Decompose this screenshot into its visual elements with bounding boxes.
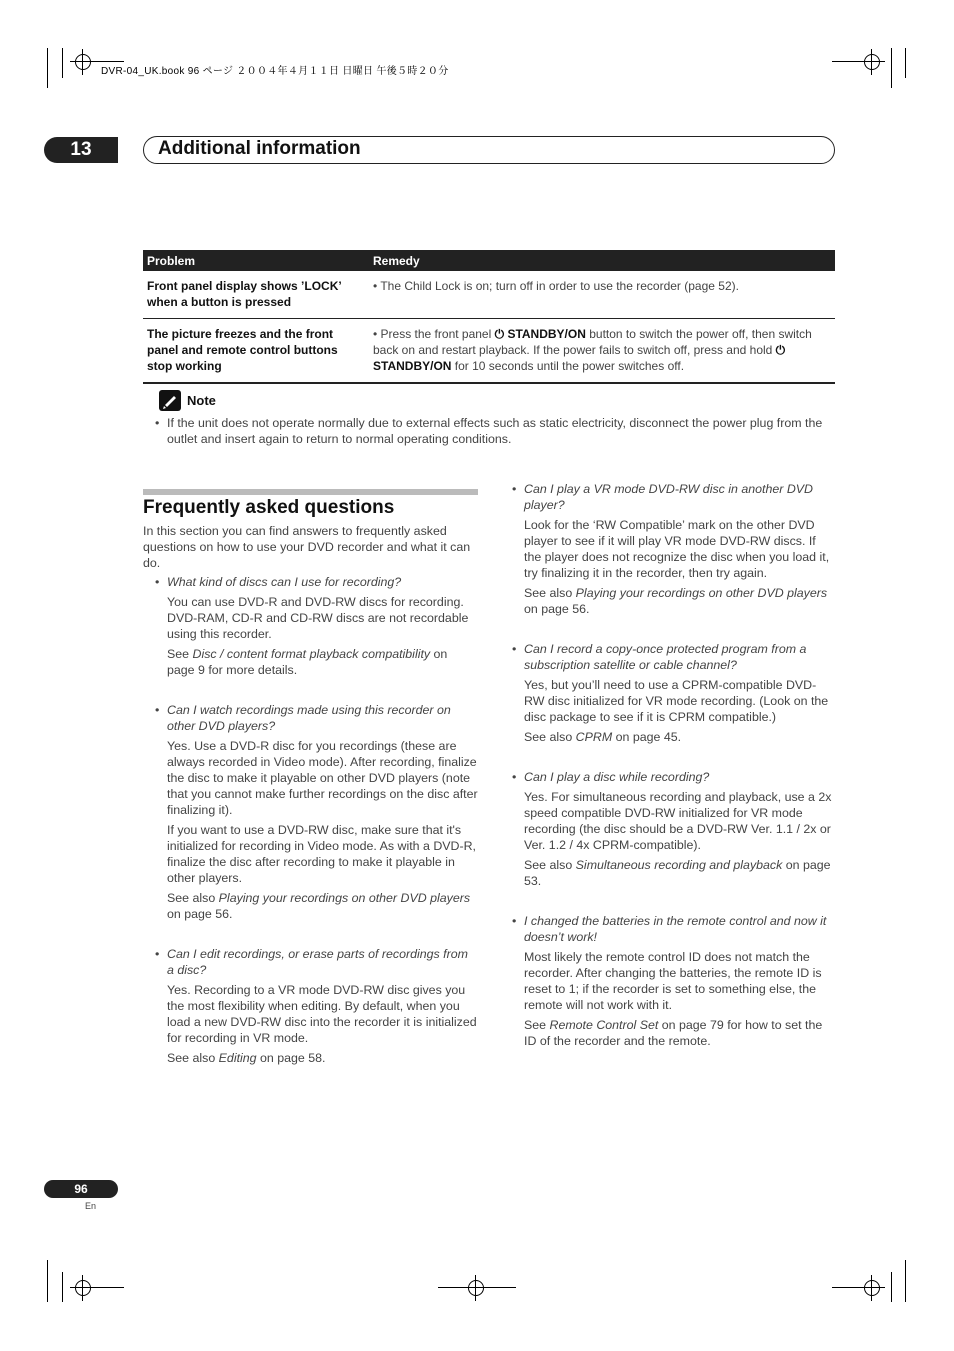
- faq-question: • Can I watch recordings made using this recorder on other DVD players?: [153, 702, 478, 734]
- power-icon: ⏻: [494, 327, 508, 341]
- see-text: on page 9 for more details.: [167, 647, 448, 677]
- see-text: See also: [524, 586, 576, 600]
- problem-cell: Front panel display shows ’LOCK’ when a button is pressed: [143, 271, 369, 319]
- faq-see-also: [153, 1050, 478, 1066]
- see-text: on page 53.: [524, 858, 831, 888]
- standby-key-label: STANDBY/ON: [373, 359, 452, 373]
- crop-mark: [905, 1260, 906, 1302]
- page-language: En: [85, 1201, 97, 1211]
- faq-answer: If you want to use a DVD-RW disc, make sure that it's initialized for recording in Video mode. As with a DVD-R, finalize the disc after recording to make it playable in other players.: [167, 823, 476, 885]
- note-label: Note: [187, 393, 216, 408]
- book-header: DVR-04_UK.book 96 ページ ２００４年４月１１日 日曜日 午後５時２０分: [101, 66, 449, 77]
- cross-reference: Editing: [218, 1051, 257, 1065]
- note-bullet: • If the unit does not operate normally due to external effects such as static electricity, disconnect the power plug from the outlet and insert again to return to normal operating conditions.: [153, 415, 833, 447]
- cross-reference: Playing your recordings on other DVD players: [575, 586, 828, 600]
- note-text: [153, 415, 833, 451]
- section-title: Frequently asked questions: [143, 497, 395, 518]
- remedy-text: • Press the front panel: [373, 327, 495, 341]
- section-intro: In this section you can find answers to frequently asked questions on how to use your DVD recorder and what it can do.: [143, 524, 471, 570]
- standby-key-label: STANDBY/ON: [507, 327, 586, 341]
- crop-mark: [47, 48, 48, 88]
- cross-reference: CPRM: [575, 730, 613, 744]
- faq-question: • Can I edit recordings, or erase parts of recordings from a disc?: [153, 946, 478, 978]
- chapter-number: 13: [44, 137, 118, 163]
- faq-question: • What kind of discs can I use for recording?: [153, 574, 478, 590]
- registration-mark-icon: [864, 1280, 880, 1296]
- registration-mark-icon: [468, 1280, 484, 1296]
- faq-question: • Can I play a disc while recording?: [510, 769, 835, 785]
- remedy-text: button to switch the power off, then switch back on and restart playback. If the power fails to switch off, press and hold: [373, 327, 812, 357]
- remedy-text: for 10 seconds until the power switches off.: [451, 359, 685, 373]
- see-text: on page 56.: [524, 602, 590, 616]
- faq-see-also: [510, 857, 835, 889]
- see-text: on page 58.: [256, 1051, 326, 1065]
- see-text: See also: [167, 1051, 219, 1065]
- crop-mark: [62, 48, 63, 78]
- chapter-title: Additional information: [158, 138, 361, 159]
- note-pencil-icon: [159, 390, 181, 411]
- table-row: [143, 271, 835, 319]
- faq-see-also: [510, 1017, 835, 1049]
- see-text: on page 45.: [612, 730, 682, 744]
- registration-mark-icon: [864, 54, 880, 70]
- section-rule: [143, 489, 478, 495]
- crop-mark: [891, 1272, 892, 1302]
- remedy-cell: [369, 319, 835, 384]
- see-text: See also: [524, 858, 576, 872]
- troubleshooting-table: [143, 250, 835, 384]
- faq-left-column: [153, 574, 478, 1070]
- crop-mark: [905, 48, 906, 78]
- column-header-remedy: Remedy: [369, 250, 835, 271]
- crop-mark: [832, 61, 860, 62]
- faq-see-also: [510, 729, 835, 745]
- crop-mark: [96, 1287, 124, 1288]
- table-row: [143, 319, 835, 384]
- cross-reference: Remote Control Set: [549, 1018, 659, 1032]
- faq-answer: Yes. Use a DVD-R disc for you recordings (these are always recorded in Video mode). After recording, finalize the disc to make it playable on other DVD players (note that you cannot make further recordings on the disc after finalizing it).: [167, 739, 478, 817]
- cross-reference: Simultaneous recording and playback: [575, 858, 783, 872]
- faq-right-column: [510, 481, 835, 1053]
- see-text: See also: [524, 730, 576, 744]
- faq-answer: Yes. Recording to a VR mode DVD-RW disc gives you the most flexibility when editing. By default, when you load a new DVD-RW disc into the recorder it is initialized for recording in VR mode.: [167, 983, 477, 1045]
- crop-mark: [891, 48, 892, 88]
- remedy-cell: • The Child Lock is on; turn off in order to use the recorder (page 52).: [369, 271, 835, 319]
- faq-question: • Can I record a copy-once protected program from a subscription satellite or cable channel?: [510, 641, 835, 673]
- registration-mark-icon: [75, 54, 91, 70]
- faq-see-also: [153, 890, 478, 922]
- problem-cell: The picture freezes and the front panel and remote control buttons stop working: [143, 319, 369, 384]
- column-header-problem: Problem: [143, 250, 369, 271]
- power-icon: ⏻: [775, 343, 786, 357]
- faq-answer: Yes. For simultaneous recording and playback, use a 2x speed compatible DVD-RW initialized for VR mode recording (the disc should be a DVD-RW Ver. 1.1 / 2x or Ver. 1.2 / 4x CPRM-compatible).: [524, 790, 832, 852]
- crop-mark: [438, 1287, 516, 1288]
- crop-mark: [62, 1272, 63, 1302]
- cross-reference: Disc / content format playback compatibility: [192, 647, 431, 661]
- cross-reference: Playing your recordings on other DVD players: [218, 891, 471, 905]
- table-header-row: [143, 250, 835, 271]
- registration-mark-icon: [75, 1280, 91, 1296]
- page-number: 96: [44, 1180, 118, 1198]
- faq-see-also: [153, 646, 478, 678]
- crop-mark: [47, 1260, 48, 1302]
- faq-question: • Can I play a VR mode DVD-RW disc in another DVD player?: [510, 481, 835, 513]
- faq-answer: Yes, but you’ll need to use a CPRM-compatible DVD-RW disc initialized for VR mode recording. (Look on the disc package to see if it is CPRM compatible.): [524, 678, 829, 724]
- crop-mark: [832, 1287, 860, 1288]
- faq-answer: You can use DVD-R and DVD-RW discs for recording. DVD-RAM, CD-R and CD-RW discs are not recordable using this recorder.: [167, 595, 469, 641]
- see-text: See: [524, 1018, 550, 1032]
- see-text: See: [167, 647, 193, 661]
- see-text: on page 79 for how to set the ID of the recorder and the remote.: [524, 1018, 823, 1048]
- faq-see-also: [510, 585, 835, 617]
- faq-answer: Most likely the remote control ID does not match the recorder. After changing the batteries, the remote ID is reset to 1; if the recorder is set to something else, the remote will not work with it.: [524, 950, 822, 1012]
- faq-question: • I changed the batteries in the remote control and now it doesn’t work!: [510, 913, 835, 945]
- see-text: See also: [167, 891, 219, 905]
- see-text: on page 56.: [167, 907, 233, 921]
- faq-answer: Look for the ‘RW Compatible’ mark on the other DVD player to see if it will play VR mode DVD-RW discs. If the player does not recognize the disc when you load it, try finalizing it in the recorder, then try again.: [524, 518, 830, 580]
